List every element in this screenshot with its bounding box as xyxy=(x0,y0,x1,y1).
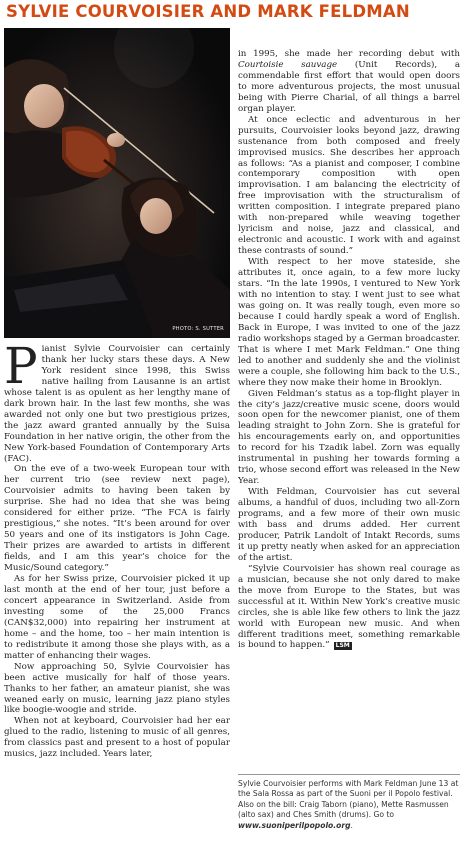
author-end-mark: LSM xyxy=(335,642,350,650)
photo-credit: PHOTO: S. SUTTER xyxy=(172,326,224,332)
paragraph: With Feldman, Courvoisier has cut several albums, a handful of duos, including two all-Zorn programs, and a few more of their own music with bass and drums added. Her current producer, Patrik Landolt of Intakt Records, sums it up pretty neatly when asked for an appreciation of the artist. xyxy=(238,487,460,563)
paragraph: Pianist Sylvie Courvoisier can certainly thank her lucky stars these days. A New York resident since 1998, this Swiss native hailing from Lausanne is an artist whose talent is as opulent as her lengthy mane of dark brown hair. In the last few months, she was awarded not only one but two prestigious prizes, the jazz award granted annually by the Suisa Foundation in her native origin, the other from the New York-based Foundation of Contemporary Arts (FAC). xyxy=(4,344,230,464)
paragraph: With respect to her move stateside, she attributes it, once again, to a few more lucky stars. “In the late 1990s, I ventured to New York with no intention to stay. I went just to see what was going on. It was really tough, even more so because I could hardly speak a word of English. Back in Europe, I was invited to one of the jazz radio workshops staged by a German broadcaster. That is where I met Mark Feldman.” One thing led to another and suddenly she and the violinist were a couple, she following him back to the U.S., where they now make their home in Brooklyn. xyxy=(238,257,460,388)
paragraph: As for her Swiss prize, Courvoisier picked it up last month at the end of her tour, just before a concert appearance in Switzerland. Aside from investing some of the 25,000 Francs (CAN$32,000) into repairing her instrument at home – and the home, too – her main intention is to redistribute it among those she plays with, as a matter of enhancing their wages. xyxy=(4,574,230,661)
article-column-right xyxy=(238,49,460,765)
paragraph: Now approaching 50, Sylvie Courvoisier has been active musically for half of those years. Thanks to her father, an amateur pianist, she was weaned early on music, learning jazz piano styles like boogie-woogie and stride. xyxy=(4,661,230,716)
article-photo xyxy=(4,28,230,338)
paragraph: Given Feldman’s status as a top-flight player in the city’s jazz/creative music scene, doors would soon open for the newcomer pianist, one of them leading straight to John Zorn. She is grateful for his encouragements early on, and opportunities to record for his Tzadik label. Zorn was equally instrumental in pushing her towards forming a trio, whose second effort was released in the New Year. xyxy=(238,388,460,487)
paragraph: At once eclectic and adventurous in her pursuits, Courvoisier looks beyond jazz, drawing sustenance from both composed and freely improvised musics. She describes her approach as follows: “As a pianist and composer, I combine contemporary composition with open improvisation. I am balancing the electricity of free improvisation with the structuralism of written composition. I integrate prepared piano with non-prepared while weaving together lyricism and noise, jazz and classical, and electronic and acoustic. I work with and against these contrasts of sound.” xyxy=(238,114,460,257)
article-column-left xyxy=(4,344,230,848)
headline: SYLVIE COURVOISIER AND MARK FELDMAN xyxy=(6,2,410,21)
paragraph: When not at keyboard, Courvoisier had her ear glued to the radio, listening to music of all genres, from classics past and present to a host of popular musics, jazz included. Years later, xyxy=(4,716,230,760)
album-title: Courtoisie sauvage xyxy=(238,59,338,70)
performers-photo-illustration xyxy=(4,28,230,338)
festival-link[interactable]: www.suoniperilpopolo.org xyxy=(238,820,351,830)
paragraph: On the eve of a two-week European tour with her current trio (see review next page), Courvoisier admits to having been taken by surprise. She had no idea that she was being considered for either prize. “The FCA is fairly prestigious,” she notes. “It’s been around for over 50 years and one of its instigators is John Cage. Their prizes are awarded to artists in different fields, and I am this year’s choice for the Music/Sound category.” xyxy=(4,464,230,574)
paragraph: in 1995, she made her recording debut with Courtoisie sauvage (Unit Records), a commendable first effort that would open doors to more adventurous projects, the most unusual being with Pierre Charial, of all things a barrel organ player. xyxy=(238,49,460,114)
paragraph: “Sylvie Courvoisier has shown real courage as a musician, because she not only dared to make the move from Europe to the States, but was successful at it. Within New York’s creative music circles, she is able like few others to link the jazz world with European new music. And when different traditions meet, something remarkable is bound to happen.” LSM xyxy=(238,563,460,651)
photo-caption: Sylvie Courvoisier performs with Mark Feldman June 13 at the Sala Rossa as part of the Suoni per il Popolo festival. Also on the bill: Craig Taborn (piano), Mette Rasmussen (alto sax) and Ches Smith (drums). Go to www.suoniperilpopolo.org. xyxy=(238,774,460,831)
drop-cap: P xyxy=(4,344,38,395)
